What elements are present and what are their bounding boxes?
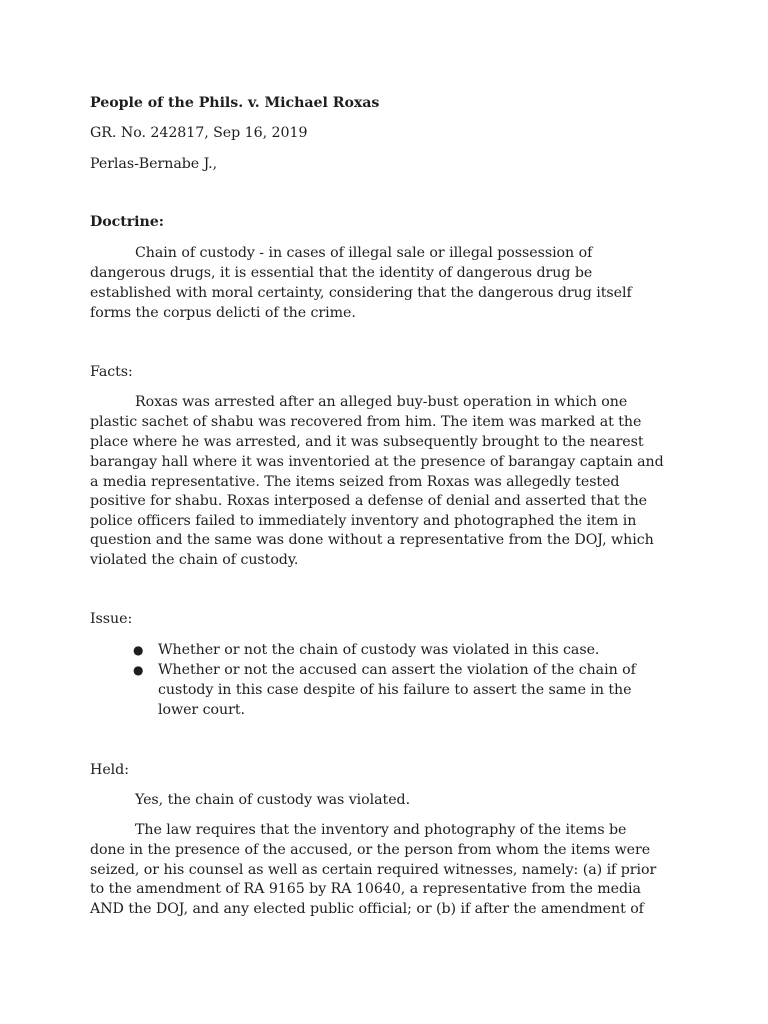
- issue-bullet-line: lower court.: [158, 702, 245, 718]
- bullet-icon: ●: [133, 663, 144, 677]
- issue-bullet-line: custody in this case despite of his failure to assert the same in the: [158, 682, 632, 698]
- held-line: The law requires that the inventory and photography of the items be: [135, 822, 627, 838]
- doctrine-line: established with moral certainty, considering that the dangerous drug itself: [90, 285, 632, 301]
- facts-line: question and the same was done without a representative from the DOJ, which: [90, 532, 654, 548]
- facts-line: violated the chain of custody.: [90, 552, 299, 568]
- doctrine-heading: Doctrine:: [90, 214, 164, 230]
- doctrine-line: dangerous drugs, it is essential that the identity of dangerous drug be: [90, 265, 593, 281]
- ponente: Perlas-Bernabe J.,: [90, 156, 218, 172]
- gr-number: GR. No. 242817, Sep 16, 2019: [90, 125, 308, 141]
- held-line: to the amendment of RA 9165 by RA 10640, a representative from the media: [90, 881, 641, 897]
- doctrine-line: forms the corpus delicti of the crime.: [90, 305, 356, 321]
- doctrine-line: Chain of custody - in cases of illegal sale or illegal possession of: [135, 245, 593, 261]
- issue-heading: Issue:: [90, 611, 133, 627]
- facts-line: positive for shabu. Roxas interposed a defense of denial and asserted that the: [90, 493, 648, 509]
- facts-line: plastic sachet of shabu was recovered from him. The item was marked at the: [90, 414, 642, 430]
- issue-bullet-line: Whether or not the accused can assert the violation of the chain of: [158, 662, 636, 678]
- held-answer: Yes, the chain of custody was violated.: [135, 792, 411, 808]
- facts-line: barangay hall where it was inventoried at the presence of barangay captain and: [90, 454, 664, 470]
- facts-line: police officers failed to immediately inventory and photographed the item in: [90, 513, 637, 529]
- held-line: done in the presence of the accused, or the person from whom the items were: [90, 842, 651, 858]
- case-title: People of the Phils. v. Michael Roxas: [90, 95, 380, 111]
- held-heading: Held:: [90, 762, 129, 778]
- facts-heading: Facts:: [90, 364, 133, 380]
- facts-line: place where he was arrested, and it was subsequently brought to the nearest: [90, 434, 644, 450]
- facts-line: Roxas was arrested after an alleged buy-bust operation in which one: [135, 394, 628, 410]
- issue-bullet-line: Whether or not the chain of custody was violated in this case.: [158, 642, 600, 658]
- held-line: seized, or his counsel as well as certain required witnesses, namely: (a) if prior: [90, 862, 657, 878]
- facts-line: a media representative. The items seized from Roxas was allegedly tested: [90, 474, 620, 490]
- bullet-icon: ●: [133, 643, 144, 657]
- held-line: AND the DOJ, and any elected public official; or (b) if after the amendment of: [90, 901, 644, 917]
